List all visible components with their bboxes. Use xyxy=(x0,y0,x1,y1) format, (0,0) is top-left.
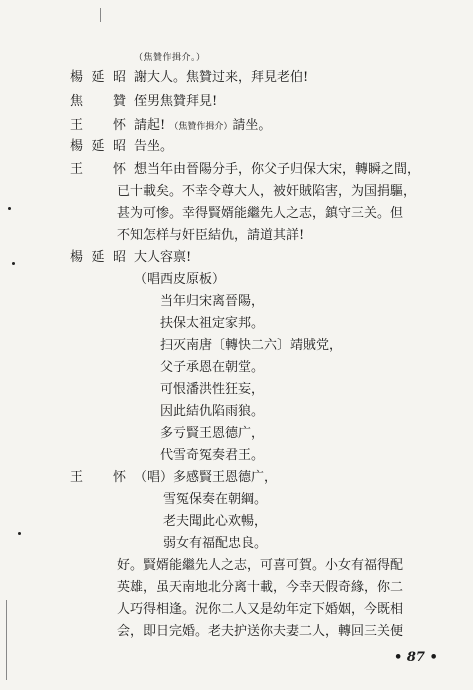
speaker-name: 楊延昭 xyxy=(70,250,126,265)
dialogue-line xyxy=(0,137,473,157)
aria-text: 代雪奇冤奏君王。 xyxy=(160,448,265,463)
scan-speck xyxy=(12,262,15,265)
stage-direction: （焦贊作揖介。） xyxy=(134,53,206,63)
dialogue-line xyxy=(0,578,473,598)
dialogue-text: 不知怎样与奸臣結仇，請道其詳! xyxy=(117,228,305,243)
singing-mode: （唱西皮原板） xyxy=(134,272,226,287)
stage-aside: （焦贊作揖介） xyxy=(169,122,233,132)
speaker-name: 王 怀 xyxy=(70,162,126,177)
aria-line xyxy=(0,534,473,554)
speaker-name: 王 怀 xyxy=(70,118,126,133)
aria-line xyxy=(0,490,473,510)
dialogue-line xyxy=(0,204,473,224)
dialogue-line xyxy=(0,270,473,290)
dialogue-text: 想当年由晉陽分手，你父子归保大宋，轉瞬之間， xyxy=(134,162,421,177)
aria-line xyxy=(0,336,473,356)
aria-line xyxy=(0,446,473,466)
dialogue-text-a: 請起! xyxy=(134,118,166,133)
scan-speck xyxy=(8,207,11,210)
dialogue-line xyxy=(0,556,473,576)
scan-edge-line xyxy=(6,600,7,680)
dialogue-text: （唱）多感賢王恩德广， xyxy=(134,470,278,485)
dialogue-line xyxy=(0,622,473,642)
speaker-name: 焦 贊 xyxy=(70,94,126,109)
dialogue-text: 甚为可惨。幸得賢婿能繼先人之志，鎮守三关。但 xyxy=(117,206,404,221)
aria-line xyxy=(0,380,473,400)
aria-text: 雪冤保奏在朝綱。 xyxy=(163,492,268,507)
speaker-name: 王 怀 xyxy=(70,470,126,485)
dialogue-line xyxy=(0,248,473,268)
dialogue-text: 告坐。 xyxy=(134,139,174,154)
dialogue-text: 会，即日完婚。老夫护送你夫妻二人，轉回三关便 xyxy=(117,624,404,639)
aria-text: 扶保太祖定家邦。 xyxy=(160,316,265,331)
dialogue-text: 好。賢婿能繼先人之志，可喜可賀。小女有福得配 xyxy=(117,558,404,573)
speaker-name: 楊延昭 xyxy=(70,70,126,85)
dialogue-line xyxy=(0,182,473,202)
aria-line xyxy=(0,358,473,378)
page-number: • 87 • xyxy=(394,650,438,665)
aria-line xyxy=(0,512,473,532)
dialogue-text-b: 請坐。 xyxy=(232,118,272,133)
speaker-name: 楊延昭 xyxy=(70,139,126,154)
dialogue-line xyxy=(0,226,473,246)
dialogue-text: 已十載矣。不幸令尊大人，被奸賊陷害，为国捐驅， xyxy=(117,184,417,199)
aria-line xyxy=(0,402,473,422)
dialogue-text: 人巧得相逢。況你二人又是幼年定下婚姻，今既相 xyxy=(117,602,404,617)
scan-speck xyxy=(18,532,21,535)
dialogue-text: 英雄，虽天南地北分离十載，今幸天假奇緣，你二 xyxy=(117,580,404,595)
aria-line xyxy=(0,314,473,334)
dialogue-line xyxy=(0,600,473,620)
dialogue-text: 謝大人。焦贊过来，拜見老伯! xyxy=(134,70,309,85)
dialogue-text xyxy=(134,116,271,137)
dialogue-line xyxy=(0,160,473,180)
dialogue-line xyxy=(0,116,473,136)
dialogue-text: 侄男焦贊拜見! xyxy=(134,94,218,109)
dialogue-line xyxy=(0,468,473,488)
aria-text: 当年归宋离晉陽， xyxy=(160,294,265,309)
aria-text: 可恨潘洪性狂妄， xyxy=(160,382,265,397)
aria-line xyxy=(0,292,473,312)
scan-edge-line xyxy=(100,8,101,22)
dialogue-line xyxy=(0,68,473,88)
aria-text: 因此結仇陷雨狼。 xyxy=(160,404,265,419)
dialogue-text: 大人容禀! xyxy=(134,250,192,265)
aria-text: 老夫聞此心欢暢， xyxy=(163,514,268,529)
aria-text: 扫灭南唐〔轉快二六〕靖賊党， xyxy=(160,338,343,353)
aria-text: 弱女有福配忠良。 xyxy=(163,536,268,551)
aria-line xyxy=(0,424,473,444)
aria-text: 多亏賢王恩德广， xyxy=(160,426,265,441)
aria-text: 父子承恩在朝堂。 xyxy=(160,360,265,375)
dialogue-line xyxy=(0,92,473,112)
